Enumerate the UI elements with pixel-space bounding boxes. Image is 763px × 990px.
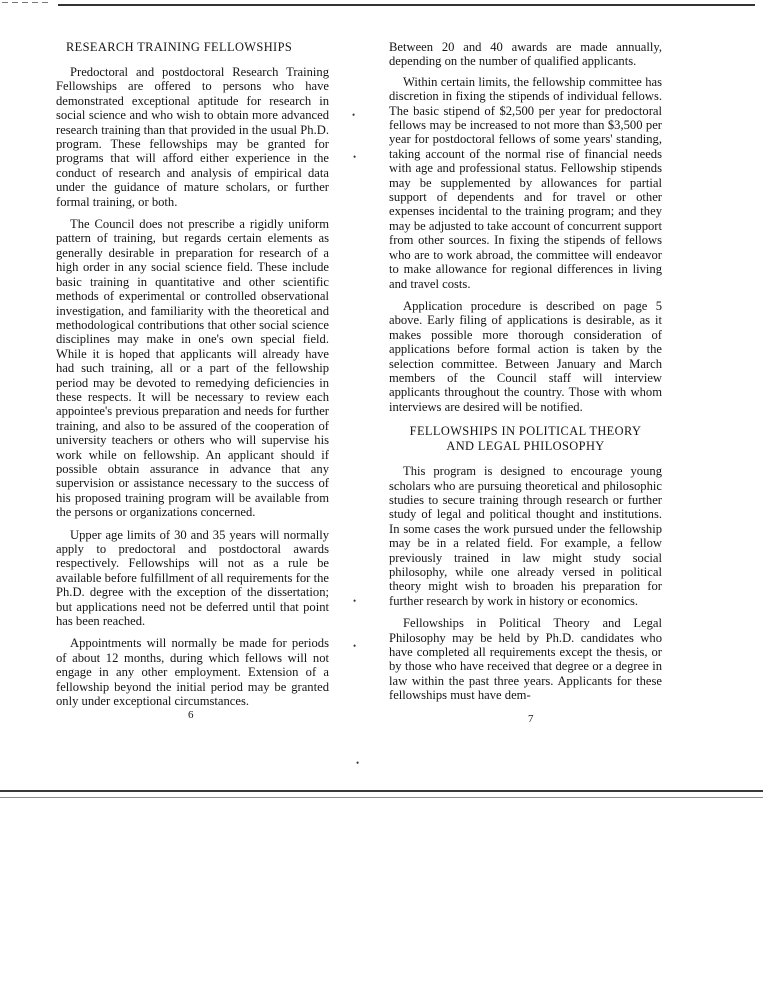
scan-dot: • — [353, 641, 357, 651]
scan-dot: • — [356, 758, 360, 768]
right-column — [389, 40, 662, 711]
page-number-left: 6 — [188, 709, 194, 721]
paragraph: Upper age limits of 30 and 35 years will normally apply to predoctoral and postdoctoral awards respectively. Fellowships will not as a rule be available before fulfillment of all requirements for the Ph.D. degree with the exception of the dissertation; but applications need not be deferred until that point has been reached. — [56, 527, 329, 629]
paragraph: Predoctoral and postdoctoral Research Training Fellowships are offered to persons who have demonstrated exceptional aptitude for research in social science and who wish to obtain more advanced research training than that provided in the usual Ph.D. program. These fellowships may be granted for programs that will afford either experience in the conduct of research and analysis of empirical data under the guidance of mature scholars, or further formal training, or both. — [56, 65, 329, 209]
top-border — [0, 0, 763, 6]
scan-dot: • — [353, 596, 357, 606]
scan-dot: • — [353, 152, 357, 162]
page-number-right: 7 — [528, 713, 534, 725]
bottom-border — [0, 790, 763, 792]
left-column — [56, 40, 329, 716]
paragraph: Fellowships in Political Theory and Legal Philosophy may be held by Ph.D. candidates who have completed all requirements except the thesis, or by those who have received that degree or a degree in law within the past three years. Applicants for these fellowships must have dem- — [389, 616, 662, 703]
heading-line-1: FELLOWSHIPS IN POLITICAL THEORY — [409, 424, 642, 439]
paragraph: This program is designed to encourage young scholars who are pursuing theoretical and philosophic studies to secure training through research or further study of legal and political thought and institutions. In some cases the work pursued under the fellowship may be in a related field. For example, a fellow previously trained in law might study social philosophy, while one already versed in political theory might wish to broaden his preparation for further research by work in history or economics. — [389, 464, 662, 608]
paragraph: Application procedure is described on page 5 above. Early filing of applications is desirable, as it makes possible more thorough consideration of applications before formal action is taken by the selection committee. Between January and March members of the Council staff will interview applicants throughout the country. Those with whom interviews are desired will be notified. — [389, 298, 662, 414]
bottom-border-thin — [0, 797, 763, 798]
scan-dot: • — [352, 110, 356, 120]
paragraph: Within certain limits, the fellowship committee has discretion in fixing the stipends of individual fellows. The basic stipend of $2,500 per year for predoctoral fellows may be increased to not more than $3,500 per year for postdoctoral fellows of some years' standing, taking account of the normal rise of financial needs with age and professional status. Fellowship stipends may be supplemented by allowances for partial support of dependents and for travel or other expenses incidental to the training program; and they may be adjusted to take account of concurrent support from other sources. In fixing the stipends of fellows who are to work abroad, the committee will endeavor to make allowance for regional differences in living and travel costs. — [389, 74, 662, 291]
heading-line-2: AND LEGAL PHILOSOPHY — [446, 439, 605, 454]
section-heading-political-theory — [389, 424, 662, 454]
paragraph: The Council does not prescribe a rigidly uniform pattern of training, but regards certain elements as generally desirable in preparation for research of a high order in any social science field. These include basic training in quantitative and other scientific methods of experimental or controlled observational investigation, and familiarity with the theoretical and methodological contributions that other social science disciplines may make in one's own special field. While it is hoped that applicants will already have had such training, all or a part of the fellowship period may be devoted to remedying deficiencies in these respects. It will be necessary to review each appointee's previous preparation and needs for further training, and also to be assured of the cooperation of university teachers or others who will supervise his work while on fellowship. An applicant should if possible obtain assurance in advance that any supervision or assistance necessary to the success of his proposed training program will be available from the persons or organizations concerned. — [56, 217, 329, 520]
paragraph: Appointments will normally be made for periods of about 12 months, during which fellows will not engage in any other employment. Extension of a fellowship beyond the initial period may be granted only under exceptional circumstances. — [56, 636, 329, 709]
paragraph: Between 20 and 40 awards are made annually, depending on the number of qualified applicants. — [389, 40, 662, 69]
section-heading-research-training: RESEARCH TRAINING FELLOWSHIPS — [66, 40, 293, 54]
